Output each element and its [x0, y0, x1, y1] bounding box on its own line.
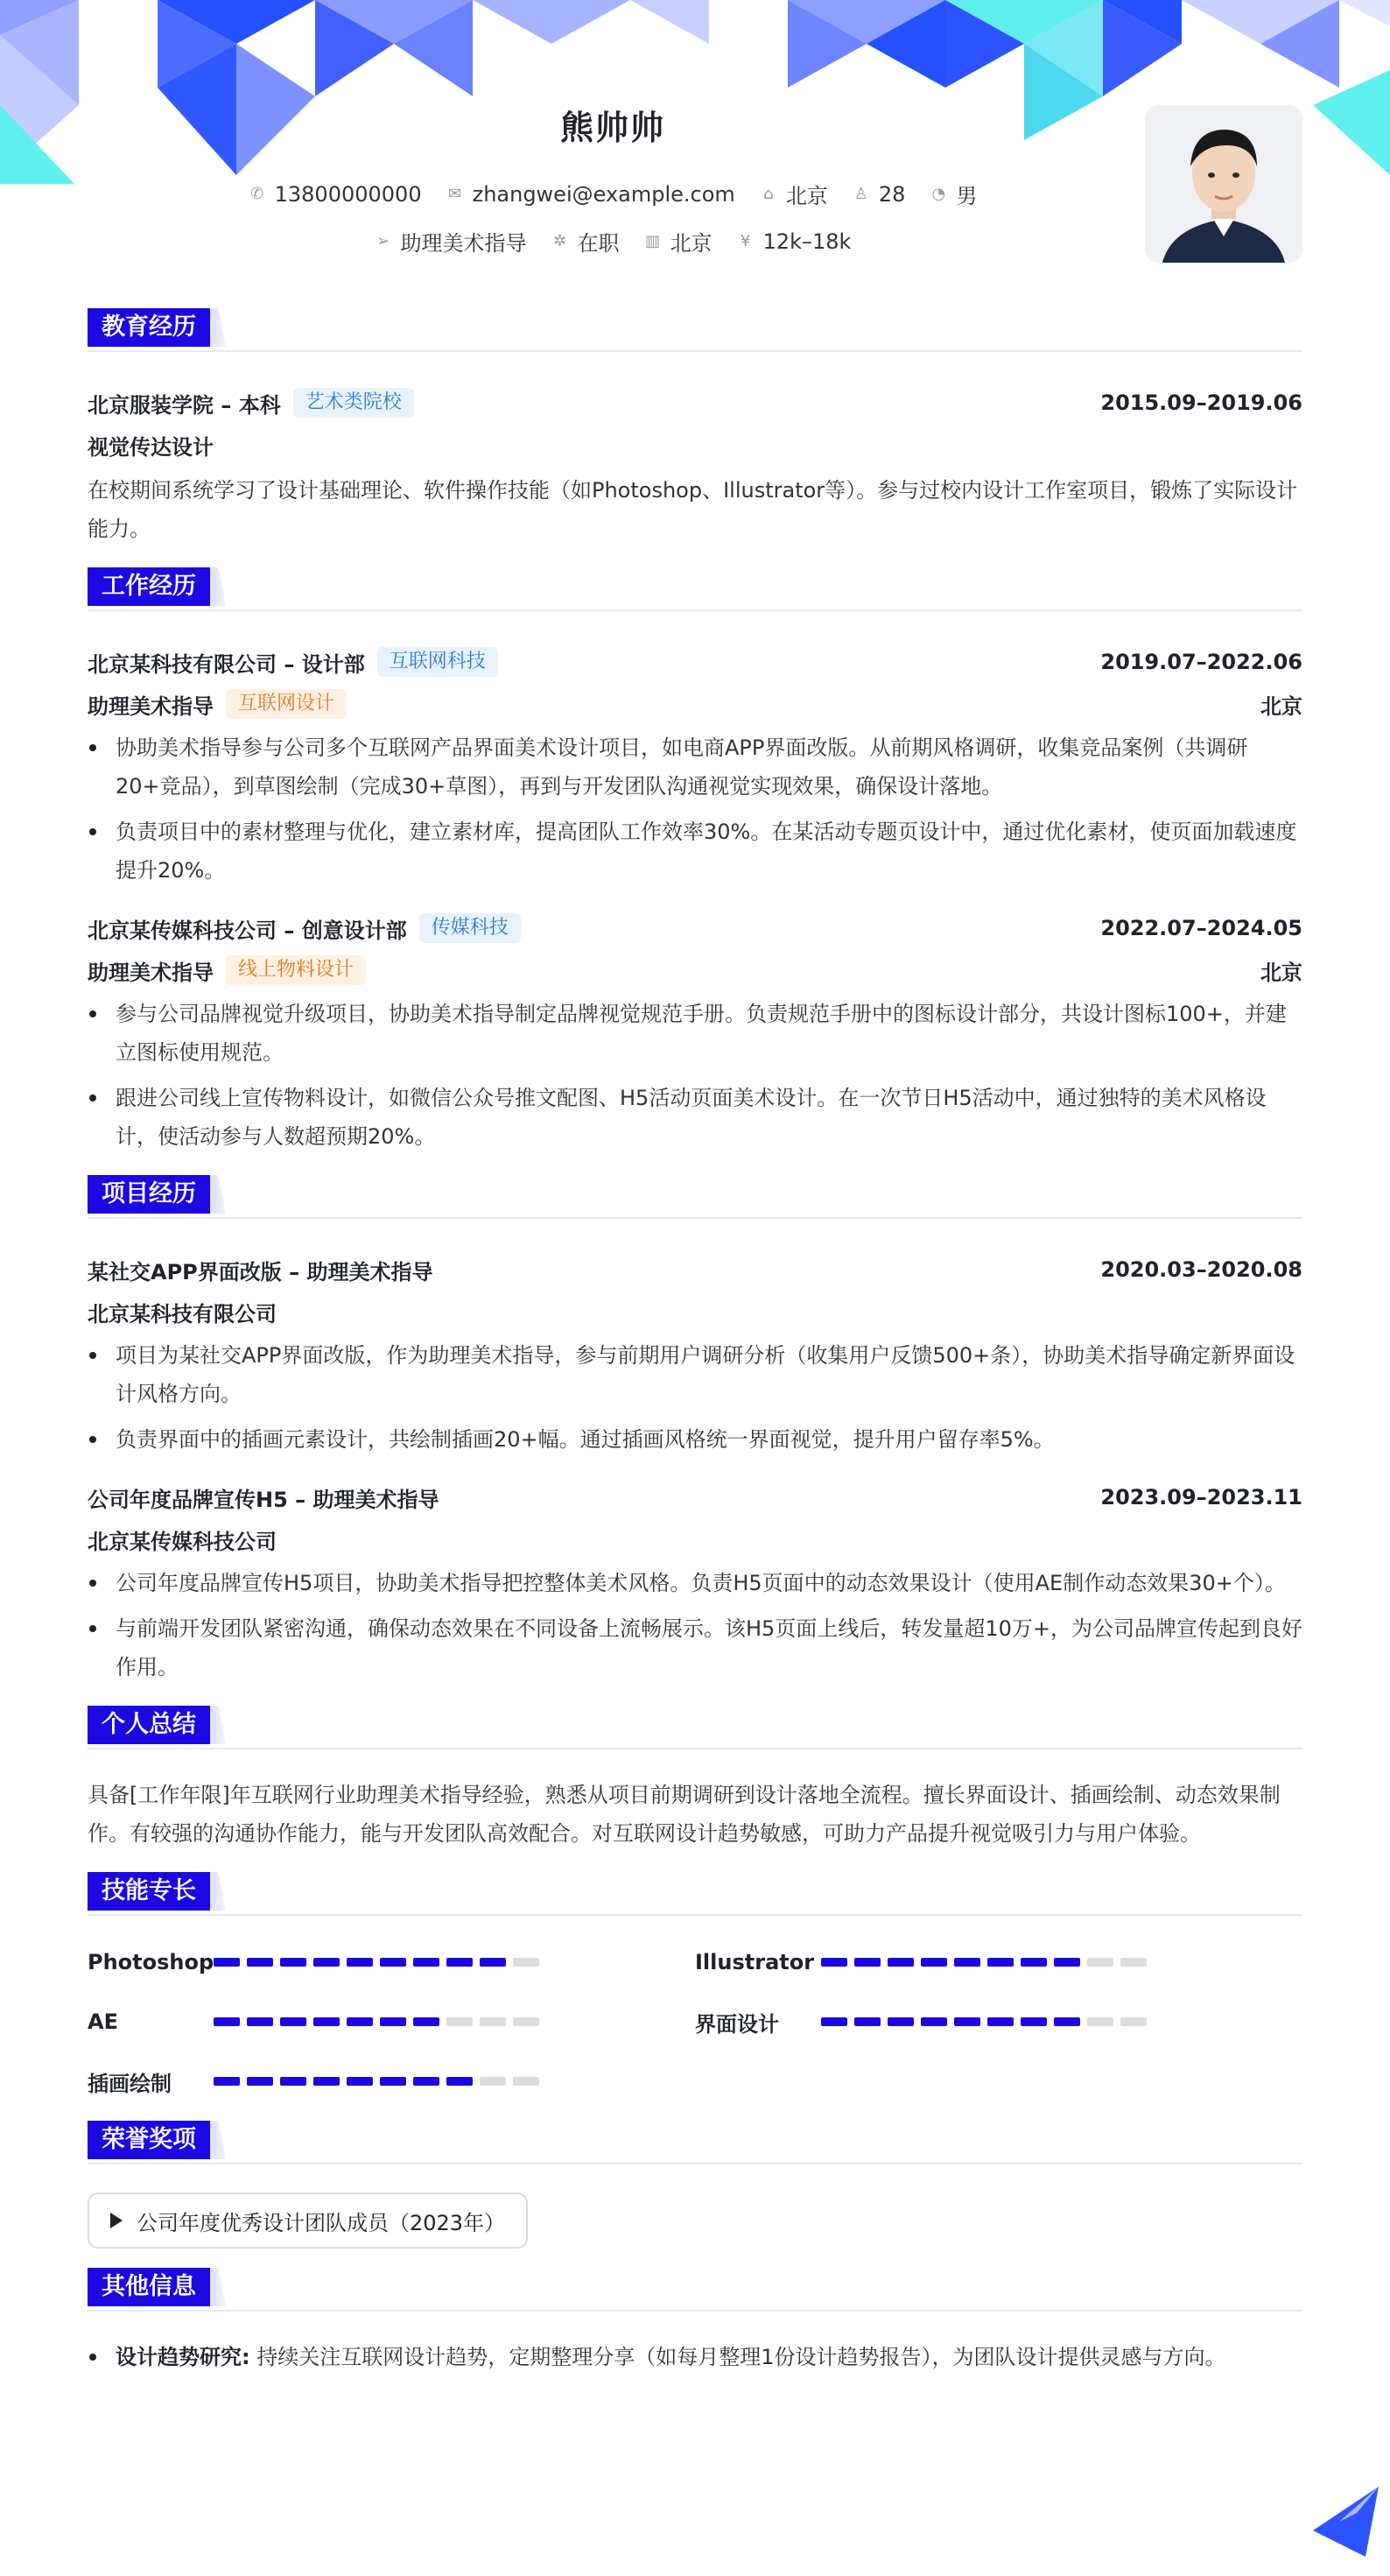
- age-icon: ♙: [853, 185, 868, 203]
- project-company: 北京某传媒科技公司: [88, 1529, 277, 1554]
- avatar-photo: [1145, 105, 1302, 263]
- work-entry: [88, 641, 1302, 890]
- skill-level-bar: [214, 1958, 539, 1967]
- project-title: 公司年度品牌宣传H5 – 助理美术指导: [88, 1487, 439, 1512]
- list-item: 公司年度品牌宣传H5项目，协助美术指导把控整体美术风格。负责H5页面中的动态效果设计（使用AE制作动态效果30+个）。: [88, 1564, 1302, 1602]
- list-item: 负责项目中的素材整理与优化，建立素材库，提高团队工作效率30%。在某活动专题页设计中，通过优化素材，使页面加载速度提升20%。: [88, 813, 1302, 890]
- list-item: [88, 2338, 1302, 2376]
- location-text: 北京: [785, 184, 828, 208]
- skill-level-bar: [821, 1958, 1147, 1967]
- skill-segment: [480, 2077, 506, 2086]
- skill-segment: [280, 1958, 306, 1967]
- job-role: 助理美术指导: [88, 960, 214, 985]
- section-title: 工作经历: [88, 567, 210, 606]
- skill-segment: [313, 1958, 340, 1967]
- industry-tag: 传媒科技: [419, 913, 521, 943]
- section-title: 教育经历: [88, 308, 210, 347]
- skill-segment: [214, 2017, 240, 2026]
- list-item: 项目为某社交APP界面改版，作为助理美术指导，参与前期用户调研分析（收集用户反馈500+条），协助美术指导确定新界面设计风格方向。: [88, 1336, 1302, 1413]
- section-header: [88, 567, 1302, 606]
- skill-segment: [921, 2017, 947, 2026]
- project-period: 2020.03–2020.08: [1100, 1257, 1302, 1282]
- salary: [737, 226, 852, 257]
- work-bullets: [88, 728, 1302, 890]
- project-bullets: [88, 1336, 1302, 1459]
- skill-segment: [1087, 2017, 1113, 2026]
- work-entry: [88, 907, 1302, 1156]
- skill-segment: [347, 1958, 373, 1967]
- skill-segment: [380, 2017, 406, 2026]
- project-period: 2023.09–2023.11: [1100, 1485, 1302, 1510]
- skill-name: 界面设计: [695, 2011, 779, 2037]
- phone: [249, 179, 422, 209]
- skill-segment: [446, 2077, 473, 2086]
- skill-segment: [214, 2077, 240, 2086]
- skill-segment: [413, 2017, 439, 2026]
- section-divider: [88, 350, 1302, 352]
- list-item: 参与公司品牌视觉升级项目，协助美术指导制定品牌视觉规范手册。负责规范手册中的图标设计部分，共设计图标100+，并建立图标使用规范。: [88, 995, 1302, 1072]
- major-row: [88, 424, 1302, 466]
- summary-section: [88, 1706, 1302, 1853]
- work-city: 北京: [1260, 960, 1302, 985]
- skill-segment: [1120, 2017, 1147, 2026]
- skill-segment: [513, 2077, 539, 2086]
- skill-segment: [446, 2017, 473, 2026]
- section-header: [88, 1872, 1302, 1911]
- skill-segment: [821, 2017, 847, 2026]
- skill-name: Photoshop: [88, 1950, 214, 1974]
- resume-content: [88, 308, 1302, 2396]
- other-list: [88, 2338, 1302, 2376]
- email-icon: ✉: [448, 185, 462, 203]
- skill-segment: [347, 2077, 373, 2086]
- age: [853, 179, 906, 209]
- target-position: [375, 226, 527, 257]
- skill-level-bar: [214, 2017, 539, 2026]
- skill-segment: [247, 1958, 273, 1967]
- triangle-icon: [110, 2213, 123, 2228]
- section-divider: [88, 1748, 1302, 1749]
- skill-segment: [214, 1958, 240, 1967]
- award-item: [88, 2192, 528, 2249]
- skill-segment: [247, 2017, 273, 2026]
- skill-name: Illustrator: [695, 1950, 815, 1974]
- gender-icon: ◔: [931, 185, 946, 203]
- skill-segment: [888, 2017, 914, 2026]
- skill-segment: [513, 1958, 539, 1967]
- skill-segment: [1054, 1958, 1080, 1967]
- major: 视觉传达设计: [88, 434, 214, 460]
- skill-segment: [480, 1958, 506, 1967]
- project-title: 某社交APP界面改版 – 助理美术指导: [88, 1259, 433, 1284]
- skill-segment: [1021, 2017, 1047, 2026]
- list-item: 与前端开发团队紧密沟通，确保动态效果在不同设备上流畅展示。该H5页面上线后，转发量超10万+，为公司品牌宣传起到良好作用。: [88, 1609, 1302, 1686]
- section-title: 技能专长: [88, 1872, 210, 1911]
- skill-segment: [954, 2017, 980, 2026]
- age-text: 28: [878, 181, 906, 207]
- target-position-text: 助理美术指导: [400, 231, 527, 256]
- resume-header: [0, 0, 1390, 280]
- skill-segment: [347, 2017, 373, 2026]
- section-header: [88, 2121, 1302, 2159]
- summary-text: 具备[工作年限]年互联网行业助理美术指导经验，熟悉从项目前期调研到设计落地全流程。擅长界面设计、插画绘制、动态效果制作。有较强的沟通协作能力，能与开发团队高效配合。对互联网设计趋势敏感，可助力产品提升视觉吸引力与用户体验。: [88, 1783, 1281, 1846]
- skill-name: AE: [88, 2009, 118, 2034]
- intention-row: [0, 226, 1225, 257]
- skill-segment: [313, 2077, 340, 2086]
- skill-segment: [280, 2077, 306, 2086]
- job-status: [551, 226, 620, 257]
- work-bullets: [88, 995, 1302, 1156]
- gender-text: 男: [956, 184, 978, 208]
- section-divider: [88, 609, 1302, 611]
- education-desc: 在校期间系统学习了设计基础理论、软件操作技能（如Photoshop、Illustrator等）。参与过校内设计工作室项目，锻炼了实际设计能力。: [88, 478, 1298, 541]
- phone-icon: ✆: [250, 185, 264, 203]
- skill-item: [88, 2061, 695, 2101]
- section-divider: [88, 1914, 1302, 1916]
- skill-item: [88, 2002, 695, 2042]
- salary-icon: ¥: [740, 232, 751, 250]
- skill-segment: [821, 1958, 847, 1967]
- company-name: 北京某传媒科技公司 – 创意设计部: [88, 918, 407, 943]
- job-role: 助理美术指导: [88, 693, 214, 719]
- project-company: 北京某科技有限公司: [88, 1301, 277, 1327]
- home-icon: ⌂: [763, 185, 774, 203]
- contact-row: [0, 179, 1225, 209]
- project-entry: [88, 1476, 1302, 1686]
- target-city-text: 北京: [670, 231, 713, 256]
- job-status-text: 在职: [577, 231, 620, 256]
- section-divider: [88, 1217, 1302, 1219]
- skill-segment: [480, 2017, 506, 2026]
- work-city: 北京: [1260, 693, 1302, 719]
- salary-text: 12k–18k: [762, 229, 852, 254]
- industry-tag: 互联网科技: [377, 647, 498, 677]
- section-divider: [88, 2163, 1302, 2164]
- list-item: 跟进公司线上宣传物料设计，如微信公众号推文配图、H5活动页面美术设计。在一次节日H5活动中，通过独特的美术风格设计，使活动参与人数超预期20%。: [88, 1079, 1302, 1156]
- award-text: 公司年度优秀设计团队成员（2023年）: [137, 2210, 506, 2235]
- role-tag: 互联网设计: [226, 689, 347, 719]
- skill-segment: [1021, 1958, 1047, 1967]
- project-entry: [88, 1249, 1302, 1459]
- section-title: 其他信息: [88, 2268, 210, 2306]
- building-icon: ▥: [645, 232, 661, 250]
- skill-segment: [280, 2017, 306, 2026]
- project-bullets: [88, 1564, 1302, 1686]
- education-section: [88, 308, 1302, 548]
- skill-segment: [987, 2017, 1014, 2026]
- status-icon: ✲: [553, 232, 567, 250]
- skill-segment: [1120, 1958, 1147, 1967]
- school-tag: 艺术类院校: [293, 388, 414, 418]
- skill-segment: [854, 1958, 881, 1967]
- send-icon: ➢: [376, 232, 390, 250]
- skill-name: 插画绘制: [88, 2071, 172, 2096]
- education-period: 2015.09–2019.06: [1100, 391, 1302, 415]
- awards-section: [88, 2121, 1302, 2249]
- work-period: 2022.07–2024.05: [1100, 916, 1302, 940]
- section-title: 个人总结: [88, 1706, 210, 1744]
- skill-segment: [313, 2017, 340, 2026]
- company-name: 北京某科技有限公司 – 设计部: [88, 651, 365, 677]
- skill-segment: [854, 2017, 881, 2026]
- school-name: 北京服装学院 – 本科: [88, 392, 281, 418]
- skill-segment: [413, 1958, 439, 1967]
- skill-segment: [513, 2017, 539, 2026]
- projects-section: [88, 1175, 1302, 1686]
- skill-segment: [380, 1958, 406, 1967]
- skill-segment: [413, 2077, 439, 2086]
- skill-item: [88, 1942, 695, 1982]
- skill-level-bar: [214, 2077, 539, 2086]
- section-title: 项目经历: [88, 1175, 210, 1214]
- work-section: [88, 567, 1302, 1156]
- gender: [930, 179, 977, 209]
- section-title: 荣誉奖项: [88, 2121, 210, 2159]
- work-period: 2019.07–2022.06: [1100, 650, 1302, 674]
- role-tag: 线上物料设计: [226, 955, 366, 985]
- avatar: [1145, 105, 1302, 263]
- section-header: [88, 308, 1302, 347]
- education-row: [88, 382, 1302, 424]
- section-header: [88, 1706, 1302, 1744]
- skill-segment: [954, 1958, 980, 1967]
- target-city: [644, 226, 713, 257]
- phone-text: 13800000000: [274, 181, 422, 207]
- email: [446, 179, 735, 209]
- list-item: 负责界面中的插画元素设计，共绘制插画20+幅。通过插画风格统一界面视觉，提升用户留存率5%。: [88, 1420, 1302, 1459]
- skill-item: [695, 2002, 1302, 2042]
- section-divider: [88, 2310, 1302, 2312]
- other-text: 持续关注互联网设计趋势，定期整理分享（如每月整理1份设计趋势报告），为团队设计提供灵感与方向。: [256, 2345, 1226, 2369]
- skills-grid: [88, 1942, 1302, 2101]
- skill-segment: [247, 2077, 273, 2086]
- skill-segment: [1087, 1958, 1113, 1967]
- skill-segment: [380, 2077, 406, 2086]
- skill-segment: [446, 1958, 473, 1967]
- skill-segment: [987, 1958, 1014, 1967]
- skill-segment: [921, 1958, 947, 1967]
- other-section: [88, 2268, 1302, 2376]
- skills-section: [88, 1872, 1302, 2101]
- other-label: 设计趋势研究:: [116, 2345, 250, 2369]
- skill-segment: [1054, 2017, 1080, 2026]
- skill-segment: [888, 1958, 914, 1967]
- candidate-name: 熊帅帅: [559, 109, 665, 147]
- skill-item: [695, 1942, 1302, 1982]
- email-text: zhangwei@example.com: [472, 181, 735, 207]
- section-header: [88, 1175, 1302, 1214]
- skill-level-bar: [821, 2017, 1147, 2026]
- location: [760, 179, 828, 209]
- corner-decoration: [1295, 2478, 1383, 2565]
- section-header: [88, 2268, 1302, 2306]
- list-item: 协助美术指导参与公司多个互联网产品界面美术设计项目，如电商APP界面改版。从前期风格调研，收集竞品案例（共调研20+竞品），到草图绘制（完成30+草图），再到与开发团队沟通视觉实现效果，确保设计落地。: [88, 728, 1302, 806]
